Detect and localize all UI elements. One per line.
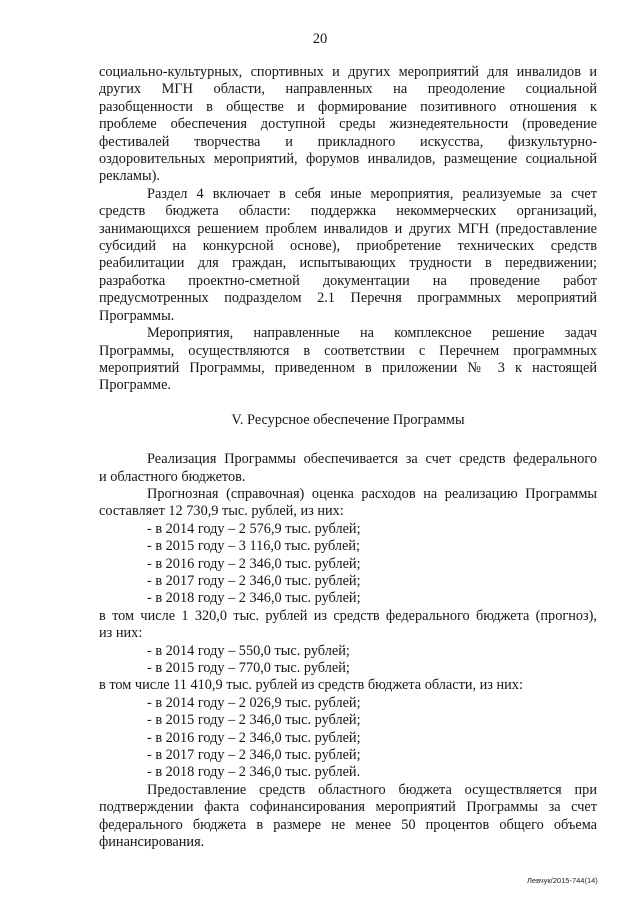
text-line: других МГН области, направленных на преодоление социальной	[99, 81, 597, 98]
text-line: проблеме обеспечения доступной среды жизнедеятельности (проведение	[99, 116, 597, 133]
text-line: Программе.	[99, 377, 171, 394]
text-line: социально-культурных, спортивных и других мероприятий для инвалидов и	[99, 64, 597, 80]
list-item: - в 2017 году – 2 346,0 тыс. рублей;	[147, 572, 361, 589]
text-line: фестивалей творчества и прикладного искусства, физкультурно-	[99, 133, 597, 150]
text-line: оздоровительных мероприятий, форумов инвалидов, размещение социальной	[99, 151, 597, 168]
text-line: из них:	[99, 625, 143, 642]
document-footer-code: Левчук/2015-744(14)	[527, 876, 598, 885]
list-item: - в 2015 году – 2 346,0 тыс. рублей;	[147, 712, 361, 729]
text-line: предусмотренных подразделом 2.1 Перечня программных мероприятий	[99, 290, 597, 307]
text-line: мероприятий Программы, приведенном в приложении № 3 к настоящей	[99, 359, 597, 376]
section-heading: V. Ресурсное обеспечение Программы	[231, 411, 465, 428]
text-line: Реализация Программы обеспечивается за счет средств федерального	[147, 451, 597, 468]
text-line: Программы, осуществляются в соответствии с Перечнем программных	[99, 342, 597, 359]
document-body	[99, 64, 597, 851]
list-item: - в 2014 году – 2 576,9 тыс. рублей;	[147, 520, 361, 537]
text-line: Раздел 4 включает в себя иные мероприятия, реализуемые за счет	[147, 185, 597, 202]
text-line: финансирования.	[99, 834, 205, 851]
text-line: разобщенности в обществе и формирование позитивного отношения к	[99, 98, 597, 115]
list-item: - в 2016 году – 2 346,0 тыс. рублей;	[147, 729, 361, 746]
text-line: федерального бюджета в размере не менее 50 процентов общего объема	[99, 816, 597, 833]
text-line: подтверждении факта софинансирования мероприятий Программы за счет	[99, 799, 597, 816]
list-item: - в 2016 году – 2 346,0 тыс. рублей;	[147, 555, 361, 572]
text-line: в том числе 11 410,9 тыс. рублей из средств бюджета области, из них:	[99, 677, 523, 694]
list-item: - в 2014 году – 2 026,9 тыс. рублей;	[147, 694, 361, 711]
list-item: - в 2018 году – 2 346,0 тыс. рублей;	[147, 590, 361, 607]
text-line: разработка проектно-сметной документации на проведение работ	[99, 272, 597, 289]
text-line: Мероприятия, направленные на комплексное решение задач	[147, 325, 597, 342]
text-line: в том числе 1 320,0 тыс. рублей из средств федерального бюджета (прогноз),	[99, 607, 597, 624]
text-line: субсидий на конкурсной основе), приобретение технических средств	[99, 238, 597, 255]
text-line: Прогнозная (справочная) оценка расходов на реализацию Программы	[147, 485, 597, 502]
list-item: - в 2018 году – 2 346,0 тыс. рублей.	[147, 764, 361, 781]
text-line: и областного бюджетов.	[99, 468, 246, 485]
text-line: Программы.	[99, 307, 175, 324]
list-item: - в 2014 году – 550,0 тыс. рублей;	[147, 642, 350, 659]
text-line: Предоставление средств областного бюджета осуществляется при	[147, 781, 597, 798]
text-line: занимающихся решением проблем инвалидов и других МГН (предоставление	[99, 220, 597, 237]
list-item: - в 2015 году – 3 116,0 тыс. рублей;	[147, 538, 361, 555]
page-number: 20	[312, 31, 328, 47]
list-item: - в 2017 году – 2 346,0 тыс. рублей;	[147, 747, 361, 764]
text-line: рекламы).	[99, 168, 160, 185]
text-line: средств бюджета области: поддержка некоммерческих организаций,	[99, 203, 597, 220]
text-line: реабилитации для граждан, испытывающих трудности в передвижении;	[99, 255, 597, 272]
text-line: составляет 12 730,9 тыс. рублей, из них:	[99, 503, 344, 520]
list-item: - в 2015 году – 770,0 тыс. рублей;	[147, 660, 350, 676]
